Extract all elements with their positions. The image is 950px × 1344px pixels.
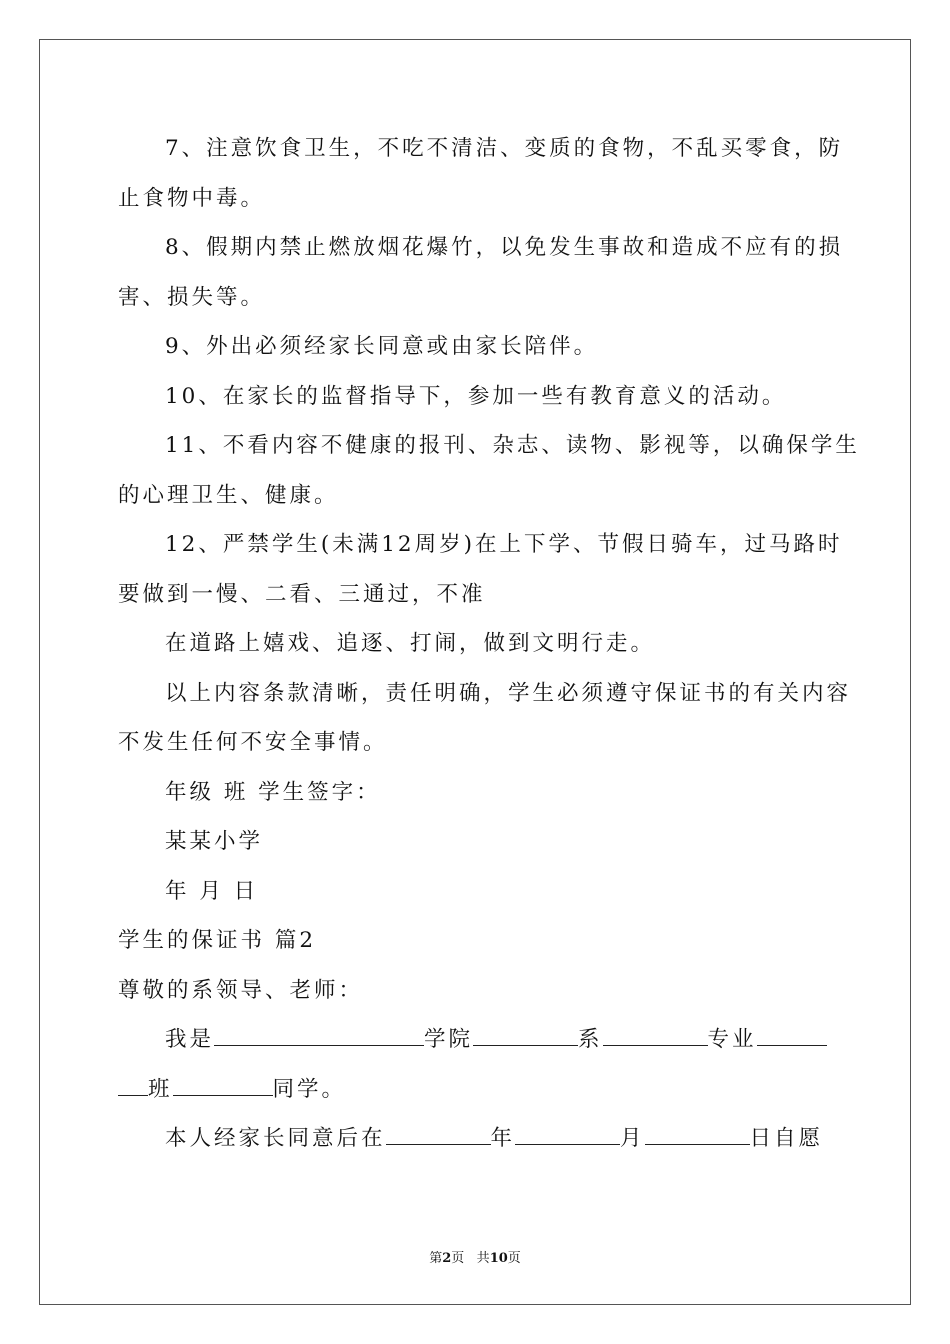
form-label: 年 — [490, 1126, 516, 1151]
salutation: 尊敬的系领导、老师： — [118, 978, 364, 1003]
signature-line: 年级 班 学生签字： — [165, 780, 381, 805]
paragraph-line: 11、不看内容不健康的报刊、杂志、读物、影视等，以确保学生 — [165, 433, 860, 458]
form-label: 系 — [578, 1027, 603, 1052]
form-line-identity — [165, 1025, 827, 1055]
form-label: 班 — [148, 1077, 173, 1102]
fill-blank[interactable] — [603, 1025, 708, 1046]
fill-blank[interactable] — [515, 1124, 620, 1145]
form-label: 月 — [620, 1126, 645, 1151]
paragraph-line: 12、严禁学生(未满12周岁)在上下学、节假日骑车，过马路时 — [165, 532, 843, 557]
form-line-class — [118, 1075, 346, 1105]
fill-blank[interactable] — [173, 1075, 273, 1096]
form-label: 学院 — [424, 1027, 474, 1052]
paragraph-line: 在道路上嬉戏、追逐、打闹，做到文明行走。 — [165, 631, 656, 656]
form-label: 我是 — [165, 1027, 215, 1052]
footer-total-number: 10 — [489, 1251, 508, 1266]
page-border — [39, 39, 911, 1305]
paragraph-line: 9、外出必须经家长同意或由家长陪伴。 — [165, 334, 599, 359]
fill-blank[interactable] — [118, 1075, 148, 1096]
paragraph-line: 8、假期内禁止燃放烟花爆竹，以免发生事故和造成不应有的损 — [165, 235, 844, 260]
section-title: 学生的保证书 篇2 — [118, 928, 317, 953]
footer-page-suffix: 页 — [451, 1251, 465, 1266]
footer-page-number: 2 — [442, 1251, 452, 1266]
paragraph-line: 的心理卫生、健康。 — [118, 483, 339, 508]
form-label: 同学。 — [272, 1077, 347, 1102]
date-line: 年 月 日 — [165, 879, 259, 904]
form-label: 本人经家长同意后在 — [165, 1126, 386, 1151]
form-label: 专业 — [707, 1027, 757, 1052]
paragraph-line: 以上内容条款清晰，责任明确，学生必须遵守保证书的有关内容 — [165, 681, 852, 706]
paragraph-line: 10、在家长的监督指导下，参加一些有教育意义的活动。 — [165, 384, 787, 409]
paragraph-line: 止食物中毒。 — [118, 186, 266, 211]
footer-total-suffix: 页 — [507, 1251, 521, 1266]
fill-blank[interactable] — [386, 1124, 491, 1145]
page-footer — [0, 1247, 950, 1266]
form-label: 日自愿 — [749, 1126, 824, 1151]
school-name: 某某小学 — [165, 829, 264, 854]
fill-blank[interactable] — [473, 1025, 578, 1046]
paragraph-line: 不发生任何不安全事情。 — [118, 730, 388, 755]
footer-total-prefix: 共 — [476, 1251, 490, 1266]
fill-blank[interactable] — [214, 1025, 424, 1046]
fill-blank[interactable] — [645, 1124, 750, 1145]
paragraph-line: 害、损失等。 — [118, 285, 266, 310]
paragraph-line: 要做到一慢、二看、三通过，不准 — [118, 582, 486, 607]
fill-blank[interactable] — [757, 1025, 827, 1046]
footer-page-prefix: 第 — [429, 1251, 443, 1266]
form-line-date — [165, 1124, 823, 1154]
paragraph-line: 7、注意饮食卫生，不吃不清洁、变质的食物，不乱买零食，防 — [165, 136, 844, 161]
